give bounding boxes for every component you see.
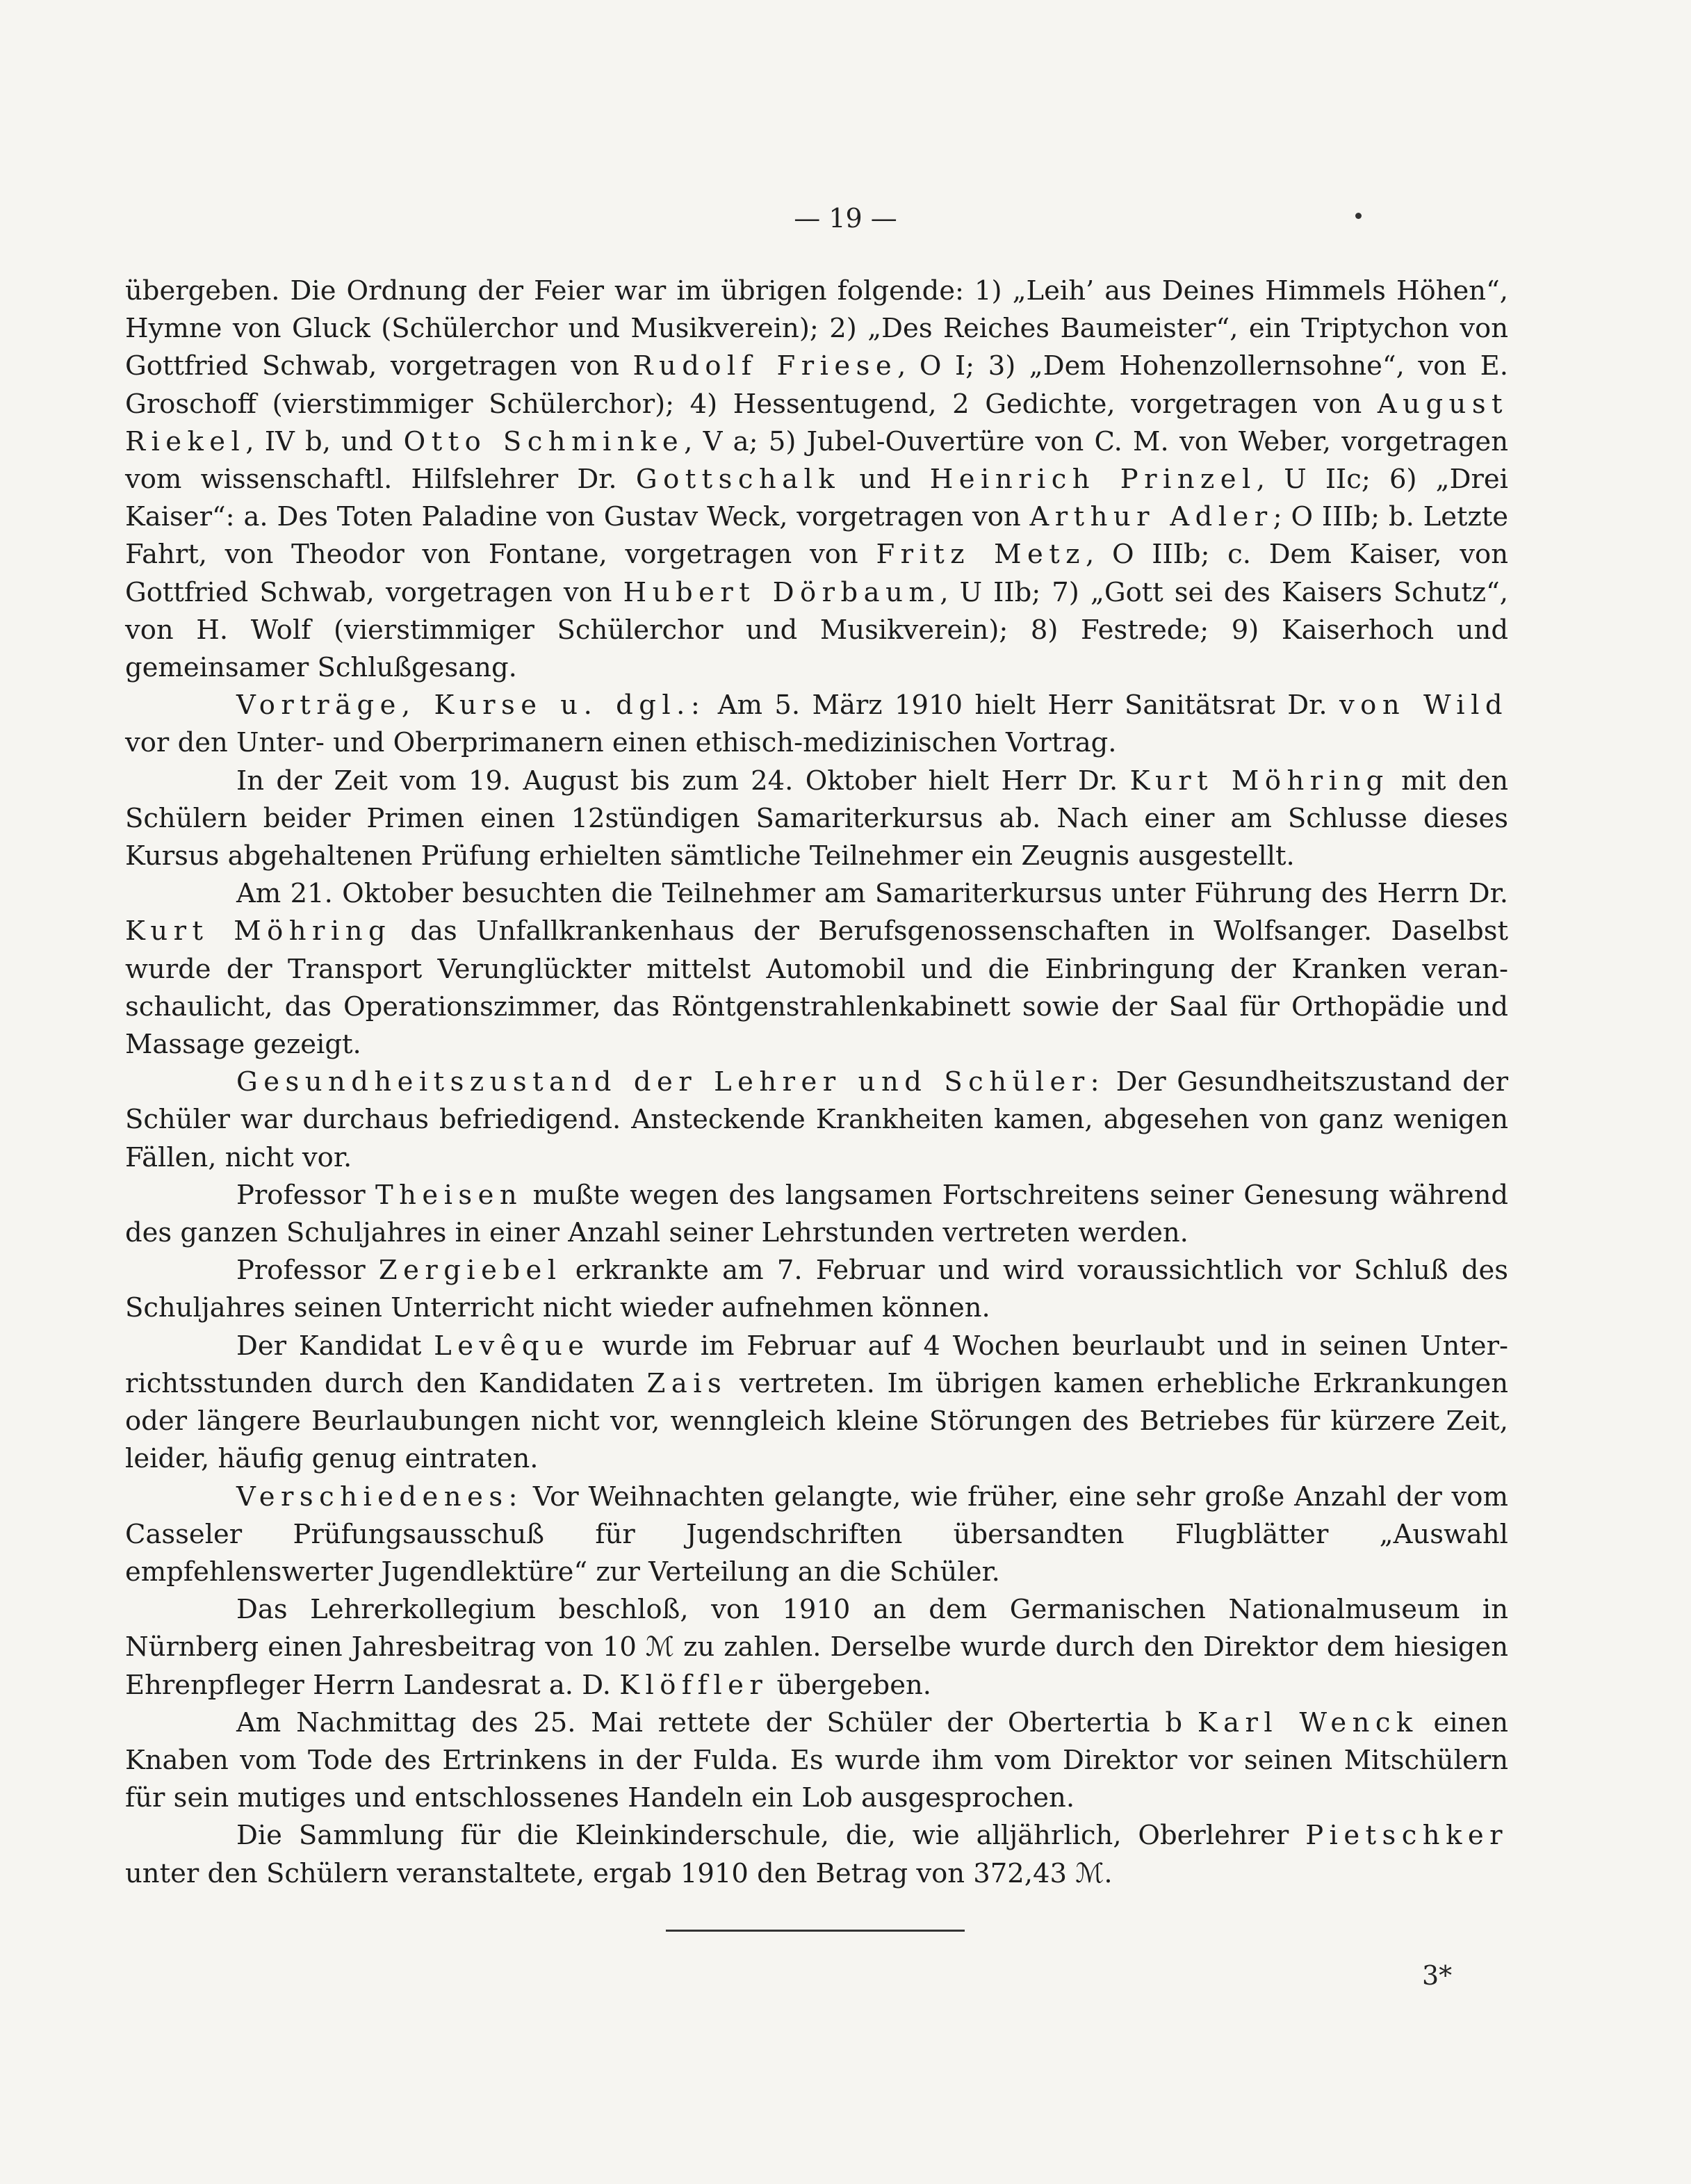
person-name: Pietschker <box>1305 1820 1508 1852</box>
section-heading: Verschiedenes: <box>236 1481 523 1513</box>
person-name: August Riekel <box>125 388 1508 457</box>
person-name: Levêque <box>434 1330 590 1362</box>
person-name: Arthur Adler <box>1029 501 1273 533</box>
paragraph-rescue: Am Nachmittag des 25. Mai rettete der Schüler der Obertertia b Karl Wenck einen Knaben vom Tode des Ertrinkens in der Fulda. Es wurde ihm vom Direktor vor seinen Mitschülern für sein mutiges und entschlossenes Handeln ein Lob ausgesprochen. <box>125 1706 1508 1814</box>
paragraph-leveque: Der Kandidat Levêque wurde im Februar auf 4 Wochen beurlaubt und in seinen Unterrichtsstunden durch den Kandidaten Zais vertreten. Im übrigen kamen erhebliche Erkrankungen oder längere Beurlaubungen nicht vor, wenngleich kleine Störungen des Betriebes für kürzere Zeit, leider, häufig genug eintraten. <box>125 1330 1508 1475</box>
person-name: Kurt Möhring <box>125 915 392 947</box>
paragraph-museum-contribution: Das Lehrerkollegium beschloß, von 1910 an dem Germanischen Nationalmuseum in Nürnberg einen Jahresbeitrag von 10 ℳ zu zahlen. Derselbe wurde durch den Direktor dem hiesigen Ehrenpfleger Herrn Landesrat a. D. Klöffler übergeben. <box>125 1594 1508 1701</box>
signature-mark: 3* <box>1422 1960 1453 1991</box>
paragraph-zergiebel: Professor Zergiebel erkrankte am 7. Februar und wird voraussichtlich vor Schluß des Schuljahres seinen Unterricht nicht wieder aufnehmen können. <box>125 1255 1509 1324</box>
person-name: Kurt Möhring <box>1129 765 1389 797</box>
person-name: Otto Schminke <box>403 425 685 457</box>
paragraph-hospital-visit: Am 21. Oktober besuchten die Teilnehmer am Samariterkursus unter Führung des Herrn Dr. Kurt Möhring das Unfallkrankenhaus der Berufsgenossenschaften in Wolfsanger. Daselbst wurde der Transport Verunglückter mittelst Automobil und die Einbringung der Kranken veranschaulicht, das Operationszimmer, das Röntgenstrahlenkabinett sowie der Saal für Orthopädie und Massage gezeigt. <box>125 878 1508 1061</box>
person-name: Fritz Metz <box>876 539 1086 571</box>
person-name: Gottschalk <box>635 464 841 496</box>
person-name: Rudolf Friese <box>632 350 898 382</box>
person-name: Zais <box>646 1367 728 1399</box>
person-name: Heinrich Prinzel <box>929 464 1257 496</box>
page-number: — 19 — <box>794 203 897 234</box>
section-heading: Vorträge, Kurse u. dgl.: <box>236 690 706 722</box>
page-speck-dot <box>1355 213 1362 219</box>
closing-rule <box>666 1930 965 1932</box>
person-name: Theisen <box>375 1179 523 1211</box>
person-name: von Wild <box>1339 690 1508 722</box>
person-name: Karl Wenck <box>1197 1706 1419 1738</box>
body-text <box>125 272 1508 1893</box>
person-name: Hubert Dörbaum <box>623 576 940 608</box>
paragraph-theisen: Professor Theisen mußte wegen des langsamen Fortschreitens seiner Genesung während des ganzen Schuljahres in einer Anzahl seiner Lehrstunden vertreten werden. <box>125 1179 1509 1249</box>
paragraph-festival-program: übergeben. Die Ordnung der Feier war im übrigen folgende: 1) „Leih’ aus Deines Himmels Höhen“, Hymne von Gluck (Schülerchor und Musikverein); 2) „Des Reiches Baumeister“, ein Triptychon von Gottfried Schwab, vorgetragen von Rudolf Friese, O I; 3) „Dem Hohenzollernsohne“, von E. Groschoff (vierstimmiger Schülerchor); 4) Hessentugend, 2 Gedichte, vorgetragen von August Riekel, IV b, und Otto Schminke, V a; 5) Jubel-Ouvertüre von C. M. von Weber, vorgetragen vom wissenschaftl. Hilfslehrer Dr. Gottschalk und Heinrich Prinzel, U IIc; 6) „Drei Kaiser“: a. Des Toten Paladine von Gustav Weck, vorgetragen von Arthur Adler; O IIIb; b. Letzte Fahrt, von Theodor von Fontane, vorgetragen von Fritz Metz, O IIIb; c. Dem Kaiser, von Gottfried Schwab, vorgetragen von Hubert Dörbaum, U IIb; 7) „Gott sei des Kaisers Schutz“, von H. Wolf (vierstimmiger Schülerchor und Musikverein); 8) Festrede; 9) Kaiserhoch und gemeinsamer Schlußgesang. <box>125 275 1509 684</box>
paragraph-lectures: Vorträge, Kurse u. dgl.: Am 5. März 1910 hielt Herr Sanitätsrat Dr. von Wild vor den Unter- und Oberprimanern einen ethisch-medizinischen Vortrag. <box>125 690 1508 759</box>
person-name: Klöffler <box>619 1669 769 1701</box>
paragraph-collection: Die Sammlung für die Kleinkinderschule, die, wie alljährlich, Oberlehrer Pietschker unter den Schülern veranstaltete, ergab 1910 den Betrag von 372,43 ℳ. <box>125 1820 1508 1889</box>
paragraph-health: Gesundheitszustand der Lehrer und Schüler: Der Gesundheitszustand der Schüler war durchaus befriedigend. Ansteckende Krankheiten kamen, abgesehen von ganz wenigen Fällen, nicht vor. <box>125 1066 1509 1173</box>
paragraph-miscellaneous: Verschiedenes: Vor Weihnachten gelangte, wie früher, eine sehr große Anzahl der vom Casseler Prüfungsausschuß für Jugendschriften übersandten Flugblätter „Auswahl empfehlenswerter Jugendlektüre“ zur Verteilung an die Schüler. <box>125 1481 1508 1588</box>
section-heading: Gesundheitszustand der Lehrer und Schüler: <box>236 1066 1106 1098</box>
paragraph-samaritan-course: In der Zeit vom 19. August bis zum 24. Oktober hielt Herr Dr. Kurt Möhring mit den Schülern beider Primen einen 12stündigen Samariterkursus ab. Nach einer am Schlusse dieses Kursus abgehaltenen Prüfung erhielten sämtliche Teilnehmer ein Zeugnis ausgestellt. <box>125 765 1508 872</box>
person-name: Zergiebel <box>378 1255 562 1287</box>
